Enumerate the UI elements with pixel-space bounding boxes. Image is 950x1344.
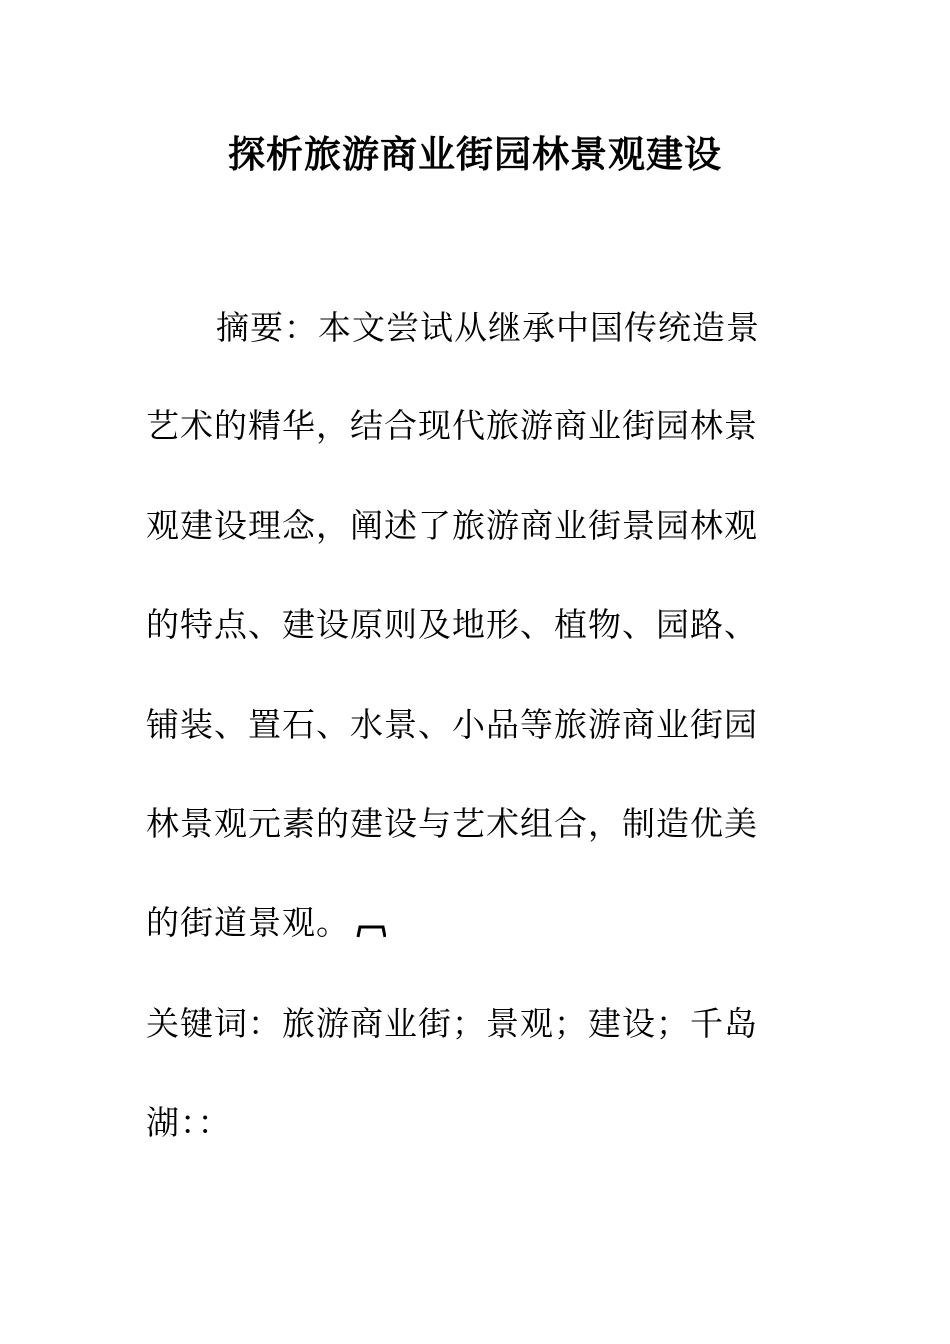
document-title: 探析旅游商业街园林景观建设 <box>228 132 722 176</box>
abstract-line-1: 摘要：本文尝试从继承中国传统造景 <box>216 308 760 347</box>
keywords-line-2: 湖：： <box>146 1103 232 1142</box>
abstract-line-5: 铺装、置石、水景、小品等旅游商业街园 <box>146 705 758 744</box>
abstract-line-7-wrap <box>146 901 786 945</box>
abstract-line-6: 林景观元素的建设与艺术组合，制造优美 <box>146 804 758 843</box>
abstract-line-7: 的街道景观。 <box>146 903 350 942</box>
abstract-line-4: 的特点、建设原则及地形、植物、园路、 <box>146 605 758 644</box>
abstract-line-2: 艺术的精华，结合现代旅游商业街园林景 <box>146 406 758 445</box>
bracket-mark-icon <box>356 924 386 938</box>
abstract-line-3: 观建设理念，阐述了旅游商业街景园林观 <box>146 506 758 545</box>
keywords-line-1: 关键词：旅游商业街；景观；建设；千岛 <box>146 1004 758 1043</box>
